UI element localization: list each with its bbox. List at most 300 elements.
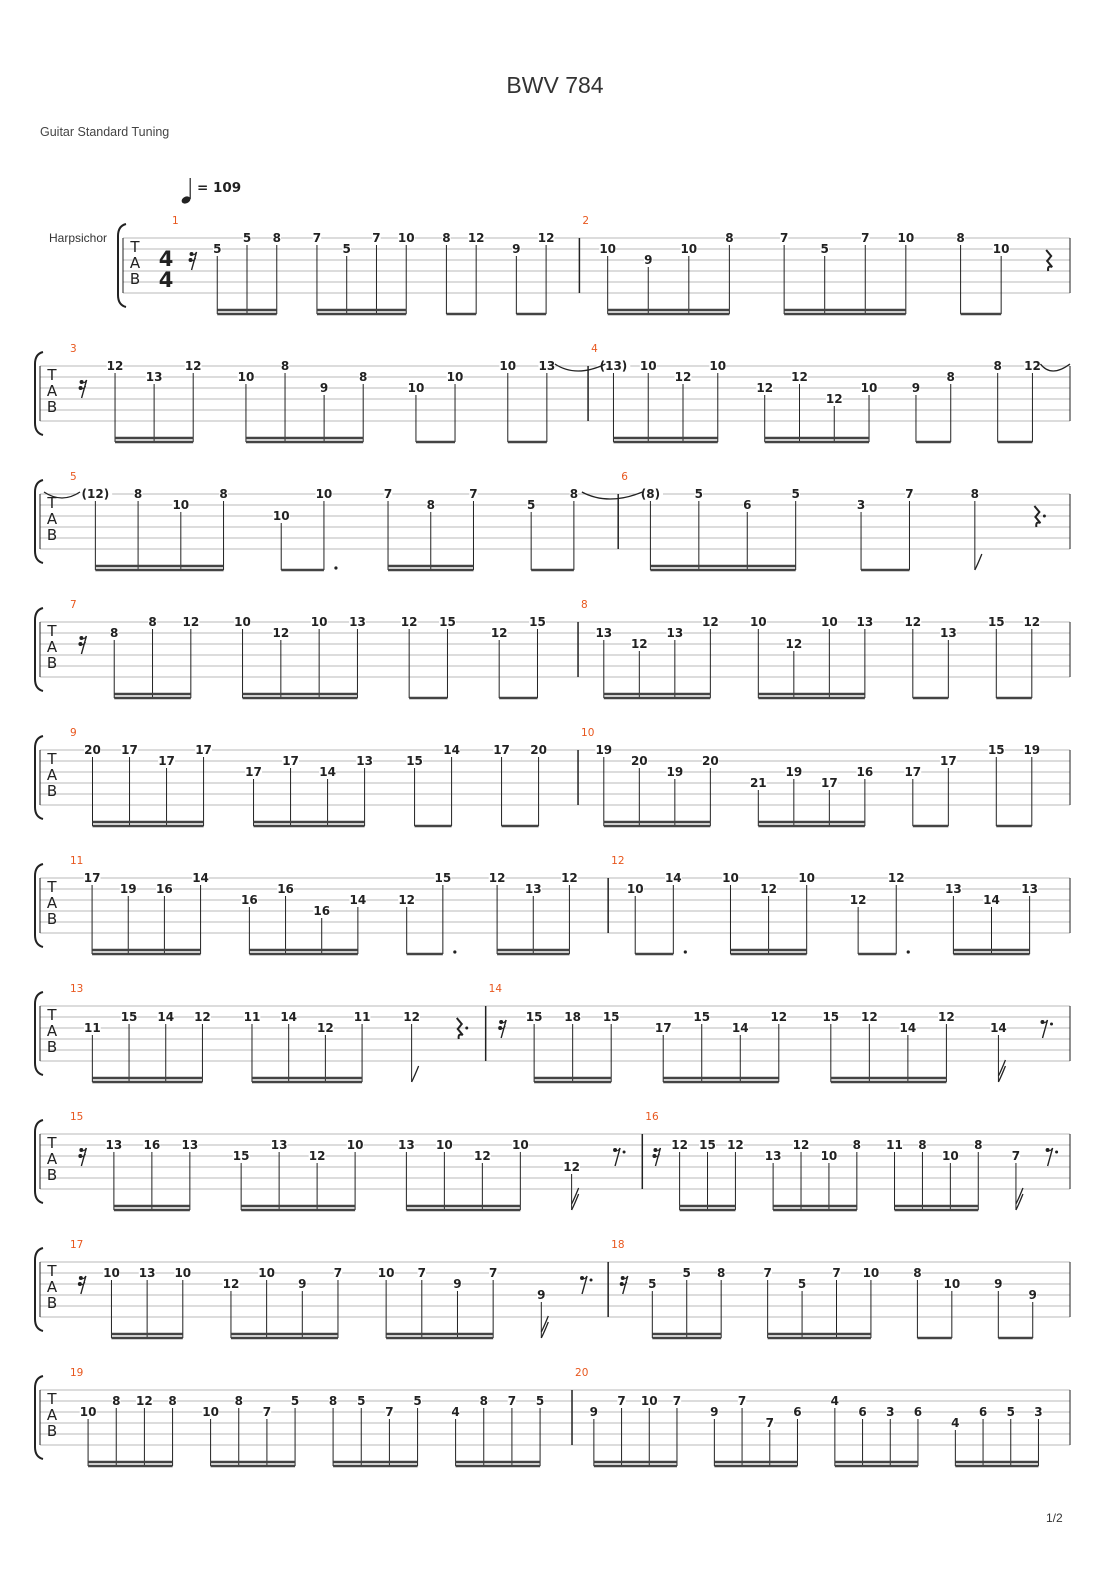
fret-number: 7 [905,487,914,502]
fret-number: 10 [680,242,698,257]
note-group [213,231,281,314]
fret-number: 17 [939,754,957,769]
fret-number: 12 [938,1010,955,1025]
fret-number: 5 [797,1277,807,1292]
note-group [408,370,464,442]
fret-number: 12 [674,370,692,385]
fret-number: 5 [357,1394,366,1409]
note-group [1012,1149,1023,1210]
fret-number: 12 [488,871,506,886]
measure [581,599,1040,698]
measure-number: 4 [591,343,598,355]
fret-number: 15 [406,754,423,769]
fret-number: (13) [599,359,628,374]
fret-number: 7 [262,1405,272,1420]
note-group [597,359,727,442]
fret-number: 8 [442,231,451,246]
instrument-name: Harpsichor [49,231,108,245]
note-group [971,487,982,570]
tab-clef-letter: A [46,382,58,400]
fret-number: 12 [317,1021,334,1036]
fret-number: 15 [987,743,1005,758]
fret-number: 11 [83,1021,101,1036]
fret-number: 10 [315,487,333,502]
fret-number: 12 [849,893,867,908]
fret-number: 12 [467,231,485,246]
fret-number: 13 [595,626,613,641]
tie [582,492,643,499]
tab-clef-letter: B [46,1294,58,1312]
fret-number: 10 [202,1405,219,1420]
system-bracket [35,1248,43,1331]
fret-number: 12 [272,626,290,641]
measure-number: 18 [611,1239,625,1251]
fret-number: 10 [172,498,190,513]
tab-clef-letter: B [46,398,58,416]
fret-number: 5 [413,1394,422,1409]
fret-number: 13 [105,1138,123,1153]
fret-number: 13 [349,615,366,630]
fret-number: 13 [181,1138,199,1153]
fret-number: 10 [749,615,767,630]
fret-number: 9 [994,1277,1003,1292]
fret-number: 8 [133,487,143,502]
fret-number: 20 [630,754,648,769]
system-bracket [35,352,43,435]
note-group [990,1021,1007,1082]
fret-number: 17 [493,743,510,758]
measure [70,343,555,442]
tab-clef-letter: A [46,1278,58,1296]
note-group [750,765,873,826]
note-group [406,743,460,826]
tab-clef-letter: B [46,1038,58,1056]
measure-number: 19 [70,1367,84,1379]
note-group [493,743,547,826]
measure [582,215,1052,314]
note-group [526,1010,620,1082]
rest [79,380,87,398]
fret-number: 15 [822,1010,840,1025]
measure-number: 15 [70,1111,84,1123]
fret-number: 15 [699,1138,716,1153]
note-group [780,231,914,314]
fret-number: 8 [272,231,281,246]
note-group [850,871,910,954]
tab-system [35,983,1070,1082]
note-group [80,1394,177,1466]
note-group [103,1266,191,1338]
fret-number: (8) [640,487,661,502]
fret-number: 16 [313,904,331,919]
note-group [648,1266,725,1338]
fret-number: 9 [298,1277,307,1292]
measure-number: 16 [645,1111,659,1123]
rest-dot [1050,1023,1053,1026]
note-group [84,1010,211,1082]
fret-number: 15 [987,615,1005,630]
system-bracket [35,992,43,1075]
tab-clef-letter: T [47,1006,57,1024]
fret-number: 11 [243,1010,261,1025]
note-group [313,231,415,314]
measure-number: 11 [70,855,84,867]
fret-number: 8 [479,1394,488,1409]
note-group [110,615,199,698]
fret-number: 20 [530,743,547,758]
system-bracket [35,480,43,563]
fret-number: 16 [156,882,173,897]
fret-number: 5 [213,242,222,257]
fret-number: 15 [439,615,456,630]
note-group [273,487,338,570]
fret-number: 12 [403,1010,420,1025]
tab-clef-letter: T [47,1390,57,1408]
note-group [105,1138,198,1210]
fret-number: 7 [763,1266,772,1281]
rest [652,1148,660,1166]
measure-number: 12 [611,855,625,867]
tab-clef-letter: A [46,766,58,784]
duration-dot [684,950,687,953]
note-flag [412,1066,419,1082]
fret-number: 10 [237,370,255,385]
fret-number: 9 [512,242,521,257]
fret-number: 10 [820,615,838,630]
measure-number: 1 [172,215,179,227]
tab-clef-letter: T [47,1134,57,1152]
fret-number: 17 [121,743,138,758]
note-group [451,1394,544,1466]
fret-number: 19 [119,882,137,897]
fret-number: 14 [443,743,460,758]
fret-number: 14 [664,871,682,886]
fret-number: 10 [941,1149,959,1164]
tab-clef-letter: T [47,750,57,768]
measure [575,1367,1043,1466]
fret-number: 14 [983,893,1000,908]
note-group [756,370,877,442]
note-group [499,359,555,442]
fret-number: 8 [168,1394,177,1409]
tab-clef-letter: T [47,878,57,896]
note-group [599,231,733,314]
tab-clef-letter: T [47,622,57,640]
fret-number: 10 [626,882,644,897]
note-group [223,1266,343,1338]
note-group [84,743,212,826]
fret-number: 7 [469,487,478,502]
note-group [527,487,578,570]
fret-number: 10 [860,381,878,396]
fret-number: 10 [722,871,739,886]
measure [591,343,1041,442]
fret-number: 7 [765,1416,774,1431]
fret-number: 7 [385,1405,394,1420]
fret-number: 4 [951,1416,960,1431]
page-number: 1/2 [1046,1511,1063,1525]
fret-number: 10 [943,1277,961,1292]
note-group [245,754,373,826]
fret-number: 8 [328,1394,338,1409]
fret-number: 9 [453,1277,462,1292]
measure [70,727,547,826]
note-group [904,615,956,698]
measure [621,471,1046,570]
fret-number: 7 [737,1394,747,1409]
note-group [398,1138,529,1210]
tuning-label: Guitar Standard Tuning [40,125,170,139]
duration-dot [453,950,456,953]
tab-clef-letter: T [47,1262,57,1280]
fret-number: 13 [945,882,962,897]
rest [189,252,197,270]
note-group [904,754,956,826]
fret-number: 12 [630,637,648,652]
tab-system [35,471,1070,570]
fret-number: 9 [319,381,329,396]
fret-number: 5 [791,487,800,502]
fret-number: 5 [342,242,351,257]
note-group [994,1277,1037,1338]
tab-clef-letter: B [129,270,141,288]
fret-number: 19 [666,765,684,780]
fret-number: 8 [110,626,119,641]
measure-number: 3 [70,343,77,355]
fret-number: 4 [451,1405,460,1420]
measure-number: 6 [621,471,628,483]
system-bracket [35,608,43,691]
note-group [951,1405,1043,1466]
fret-number: 12 [770,1010,788,1025]
fret-number: 10 [407,381,425,396]
tab-clef-letter: B [46,910,58,928]
fret-number: 15 [120,1010,138,1025]
measure [489,983,1053,1082]
system-bracket [35,1376,43,1459]
tab-clef-letter: A [46,1150,58,1168]
note-group [945,882,1038,954]
fret-number: 7 [832,1266,841,1281]
fret-number: 6 [743,498,752,513]
measure [70,599,546,698]
fret-number: 20 [702,754,719,769]
fret-number: 13 [764,1149,782,1164]
fret-number: 11 [886,1138,903,1153]
note-group [750,615,873,698]
fret-number: 12 [887,871,905,886]
fret-number: 12 [671,1138,688,1153]
system-bracket [35,864,43,947]
fret-number: 9 [1028,1288,1037,1303]
fret-number: 10 [820,1149,838,1164]
note-group [988,615,1040,698]
note-group [107,359,202,442]
fret-number: 10 [640,1394,658,1409]
fret-number: 12 [727,1138,744,1153]
fret-number: 8 [148,615,157,630]
measure-number: 10 [581,727,595,739]
fret-number: 14 [731,1021,749,1036]
fret-number: (12) [81,487,110,502]
note-group [233,1138,364,1210]
fret-number: 12 [182,615,200,630]
rest [78,1276,86,1294]
fret-number: 12 [792,1138,810,1153]
note-group [234,615,366,698]
fret-number: 10 [103,1266,120,1281]
fret-number: 7 [417,1266,426,1281]
note-group [722,871,815,954]
rest [613,1148,626,1166]
fret-number: 12 [490,626,508,641]
fret-number: 14 [157,1010,175,1025]
fret-number: 8 [913,1266,922,1281]
fret-number: 10 [499,359,517,374]
note-group [831,1394,923,1466]
fret-number: 12 [400,615,418,630]
fret-number: 12 [702,615,719,630]
tab-clef-letter: B [46,1422,58,1440]
fret-number: 13 [856,615,874,630]
tab-clef-letter: B [46,782,58,800]
system-bracket [35,1120,43,1203]
fret-number: 6 [978,1405,988,1420]
fret-number: 20 [84,743,101,758]
tab-system [35,599,1070,698]
tab-clef-letter: T [130,238,140,256]
note-group [401,615,456,698]
fret-number: 17 [195,743,212,758]
measure [645,1111,1058,1210]
measure [70,983,468,1082]
fret-number: 15 [529,615,546,630]
note-group [956,231,1009,314]
note-group [384,487,478,570]
fret-number: 12 [398,893,416,908]
fret-number: 10 [174,1266,192,1281]
fret-number: 21 [749,776,767,791]
fret-number: 13 [524,882,542,897]
fret-number: 7 [312,231,322,246]
note-group [442,231,484,314]
fret-number: 17 [83,871,101,886]
fret-number: 12 [194,1010,211,1025]
fret-number: 10 [397,231,415,246]
fret-number: 3 [886,1405,895,1420]
fret-number: 9 [537,1288,546,1303]
tab-clef-letter: A [46,638,58,656]
fret-number: 8 [280,359,290,374]
fret-number: 6 [793,1405,802,1420]
fret-number: 10 [272,509,290,524]
fret-number: 12 [563,1160,580,1175]
tab-clef-letter: A [46,1406,58,1424]
fret-number: 13 [939,626,957,641]
fret-number: 14 [990,1021,1007,1036]
fret-number: 12 [756,381,774,396]
fret-number: 5 [242,231,252,246]
fret-number: 7 [1011,1149,1021,1164]
rest-dot [590,1279,593,1282]
tab-system [35,343,1070,442]
measure [70,1111,626,1210]
duration-dot [334,566,337,569]
fret-number: 12 [1023,615,1041,630]
rest-dot [623,1151,626,1154]
fret-number: 15 [232,1149,250,1164]
tab-system [35,1367,1070,1466]
fret-number: 19 [785,765,803,780]
tab-clef-letter: A [46,1022,58,1040]
fret-number: 5 [290,1394,300,1409]
fret-number: 4 [830,1394,840,1409]
fret-number: 12 [537,231,555,246]
fret-number: 8 [426,498,435,513]
measure-number: 9 [70,727,77,739]
fret-number: 15 [602,1010,620,1025]
note-group [378,1266,498,1338]
fret-number: 13 [538,359,556,374]
fret-number: 7 [617,1394,626,1409]
fret-number: 16 [143,1138,161,1153]
tab-system [35,855,1070,954]
fret-number: 10 [234,615,251,630]
fret-number: 5 [535,1394,545,1409]
note-flag [975,554,982,570]
fret-number: 12 [184,359,202,374]
fret-number: 17 [245,765,262,780]
tab-clef-letter: A [129,254,141,272]
fret-number: 17 [158,754,175,769]
fret-number: 12 [785,637,803,652]
note-group [671,1138,744,1210]
fret-number: 17 [820,776,838,791]
fret-number: 15 [525,1010,543,1025]
tab-clef-letter: B [46,526,58,544]
fret-number: 8 [974,1138,983,1153]
fret-number: 12 [1024,359,1041,374]
tab-system [35,1111,1070,1210]
fret-number: 12 [473,1149,491,1164]
fret-number: 7 [488,1266,498,1281]
system-bracket [35,736,43,819]
tab-clef-letter: B [46,1166,58,1184]
fret-number: 7 [672,1394,682,1409]
fret-number: 13 [270,1138,288,1153]
fret-number: 17 [654,1021,672,1036]
fret-number: 16 [277,882,294,897]
note-group [403,1010,420,1082]
tab-clef-letter: B [46,654,58,672]
measure-number: 20 [575,1367,589,1379]
system-bracket [118,224,126,307]
note-group [398,871,456,954]
note-group [537,1288,548,1338]
fret-number: 13 [138,1266,156,1281]
note-group [84,871,209,954]
fret-number: 12 [904,615,922,630]
fret-number: 14 [319,765,336,780]
fret-number: 10 [709,359,727,374]
fret-number: 15 [434,871,452,886]
measure [611,855,1038,954]
measure [70,1239,593,1338]
fret-number: 10 [992,242,1010,257]
fret-number: 5 [526,498,536,513]
fret-number: 6 [913,1405,923,1420]
fret-number: 14 [192,871,209,886]
